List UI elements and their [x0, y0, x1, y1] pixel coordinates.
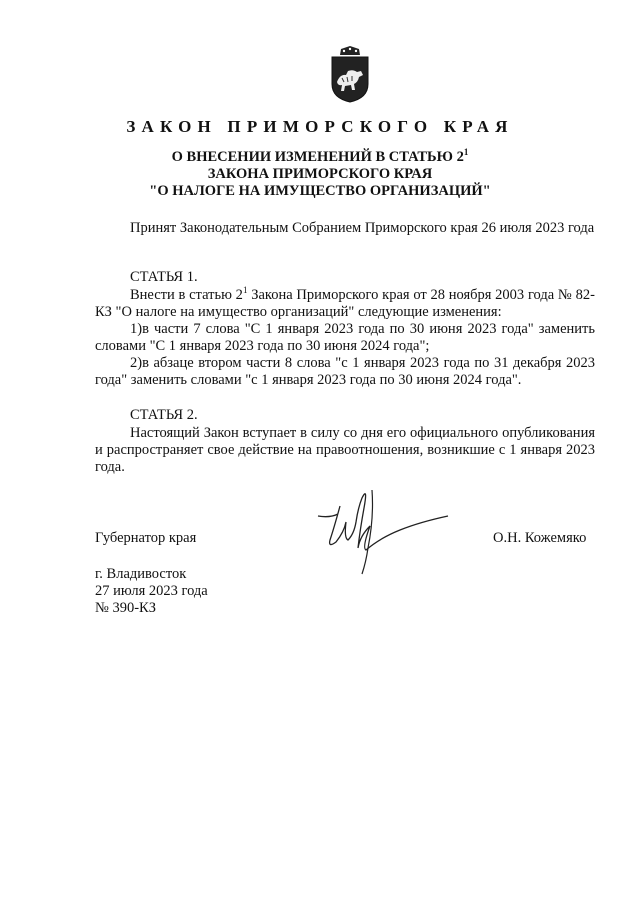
article-1-item-2: 2)в абзаце втором части 8 слова "с 1 января 2023 года по 31 декабря 2023 года" заменить словами "с 1 января 2023 года по 30 июня 2024 года". — [95, 355, 595, 388]
law-subtitle-line-1: О ВНЕСЕНИИ ИЗМЕНЕНИЙ В СТАТЬЮ $2^1$ — [171, 147, 469, 165]
article-1-item-1: 1)в части 7 слова "С 1 января 2023 года по 30 июня 2023 года" заменить словами "С 1 января 2023 года по 30 июня 2024 года"; — [95, 321, 595, 354]
article-1-heading: СТАТЬЯ 1. — [130, 269, 198, 285]
law-subtitle-line-3: "О НАЛОГЕ НА ИМУЩЕСТВО ОРГАНИЗАЦИЙ" — [149, 183, 491, 199]
footnote-superscript: 1 — [463, 147, 469, 157]
article-2-body: Настоящий Закон вступает в силу со дня его официального опубликования и распространяет свое действие на правоотношения, возникшие с 1 января 2023 года. — [95, 425, 595, 475]
article-1-body — [95, 287, 595, 389]
article-1-intro: Внести в статью $2^1$ Закона Приморского края от 28 ноября 2003 года № 82-КЗ "О налоге на имущество организаций" следующие изменения: — [95, 285, 595, 320]
law-subtitle-line-2: ЗАКОНА ПРИМОРСКОГО КРАЯ — [207, 166, 433, 182]
coat-of-arms-tiger-icon — [328, 44, 372, 104]
governor-title: Губернатор края — [95, 530, 197, 546]
signing-place: г. Владивосток — [95, 566, 187, 582]
adoption-statement: Принят Законодательным Собранием Приморского края 26 июля 2023 года — [130, 220, 595, 236]
law-number: № 390-КЗ — [95, 600, 156, 616]
handwritten-signature-icon — [310, 478, 460, 578]
governor-name: О.Н. Кожемяко — [493, 530, 587, 546]
law-title: ЗАКОН ПРИМОРСКОГО КРАЯ — [126, 117, 514, 136]
article-2-heading: СТАТЬЯ 2. — [130, 407, 198, 423]
signing-date: 27 июля 2023 года — [95, 583, 208, 599]
